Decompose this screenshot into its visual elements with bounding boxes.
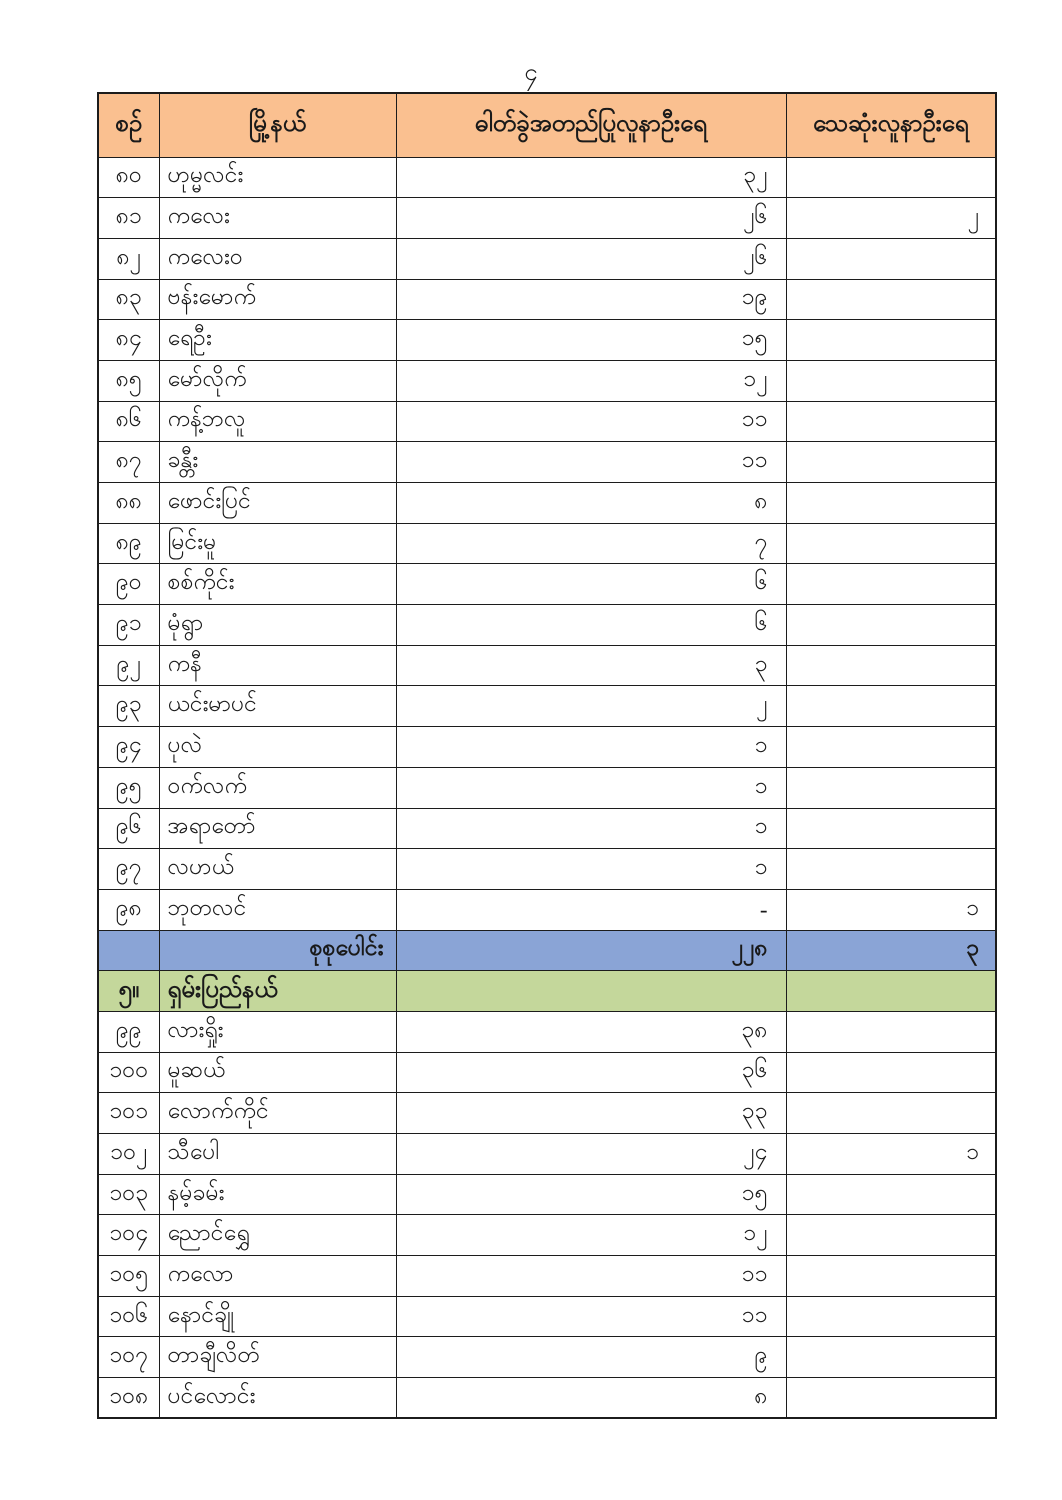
cell-confirmed-count: ၆ — [396, 605, 786, 646]
cell-township: တာချီလိတ် — [159, 1337, 396, 1378]
cell-serial: ၈၈ — [98, 483, 159, 524]
cell-serial: ၉၅ — [98, 767, 159, 808]
cell-death-count — [786, 1296, 996, 1337]
cell-township: လဟယ် — [159, 849, 396, 890]
table-row — [98, 320, 996, 361]
cell-serial: ၉၂ — [98, 645, 159, 686]
cell-death-count — [786, 1215, 996, 1256]
cell-serial: ၉၁ — [98, 605, 159, 646]
cell-serial: ၁၀၂ — [98, 1134, 159, 1175]
page-number: ၄ — [524, 60, 538, 86]
cell-township: နမ့်ခမ်း — [159, 1174, 396, 1215]
cell-confirmed-count: ၁၂ — [396, 1215, 786, 1256]
cell-serial: ၁၀၄ — [98, 1215, 159, 1256]
cell-township: သီပေါ — [159, 1134, 396, 1175]
cell-township: ခန္တီး — [159, 442, 396, 483]
table-row — [98, 157, 996, 198]
header-township: မြို့နယ် — [159, 93, 396, 157]
cell-serial: ၈၃ — [98, 279, 159, 320]
cell-confirmed-count: ၁၉ — [396, 279, 786, 320]
cell-confirmed-count: ၃၆ — [396, 1052, 786, 1093]
cell-confirmed-count: ၃၈ — [396, 1011, 786, 1052]
cell-township: အရာတော် — [159, 808, 396, 849]
table-row — [98, 401, 996, 442]
table-row — [98, 1337, 996, 1378]
header-deaths: သေဆုံးလူနာဦးရေ — [786, 93, 996, 157]
cell-township: ယင်းမာပင် — [159, 686, 396, 727]
table-row — [98, 483, 996, 524]
cell-serial: ၁၀၅ — [98, 1256, 159, 1297]
cell-serial: ၁၀၃ — [98, 1174, 159, 1215]
cell-serial: ၈၅ — [98, 360, 159, 401]
cell-serial: ၈၉ — [98, 523, 159, 564]
cell-serial: ၁၀၈ — [98, 1378, 159, 1419]
table-body — [98, 157, 996, 1418]
cell-township: ဝက်လက် — [159, 767, 396, 808]
cell-serial: ၈၀ — [98, 157, 159, 198]
table-row — [98, 727, 996, 768]
cell-death-count: ၃ — [786, 930, 996, 971]
cell-township: ညောင်ရွှေ — [159, 1215, 396, 1256]
cell-township: ဖောင်းပြင် — [159, 483, 396, 524]
table-row — [98, 1296, 996, 1337]
cell-serial: ၈၂ — [98, 238, 159, 279]
section-header-row — [98, 971, 996, 1012]
total-row — [98, 930, 996, 971]
cell-death-count — [786, 401, 996, 442]
table-header — [98, 93, 996, 157]
table-row — [98, 360, 996, 401]
covid-cases-table — [97, 92, 997, 1419]
cell-death-count — [786, 1011, 996, 1052]
table-row — [98, 1052, 996, 1093]
cell-serial: ၉၈ — [98, 889, 159, 930]
cell-confirmed-count: ၁ — [396, 727, 786, 768]
cell-confirmed-count: ၃၃ — [396, 1093, 786, 1134]
cell-serial: ၈၁ — [98, 198, 159, 239]
cell-death-count — [786, 686, 996, 727]
table-row — [98, 1011, 996, 1052]
cell-township: ကလေးဝ — [159, 238, 396, 279]
cell-township: မုံရွာ — [159, 605, 396, 646]
table-row — [98, 198, 996, 239]
cell-death-count — [786, 767, 996, 808]
cell-township: နောင်ချို — [159, 1296, 396, 1337]
cell-township: မူဆယ် — [159, 1052, 396, 1093]
cell-death-count — [786, 605, 996, 646]
table-row — [98, 279, 996, 320]
cell-confirmed-count: ၂၂၈ — [396, 930, 786, 971]
cell-township: လောက်ကိုင် — [159, 1093, 396, 1134]
cell-serial: ၉၆ — [98, 808, 159, 849]
cell-township: ကလေး — [159, 198, 396, 239]
table-row — [98, 238, 996, 279]
cell-serial: ၉၄ — [98, 727, 159, 768]
cell-confirmed-count: ၁၁ — [396, 401, 786, 442]
cell-confirmed-count: ၁ — [396, 849, 786, 890]
cell-township: ကလော — [159, 1256, 396, 1297]
cell-death-count: ၂ — [786, 198, 996, 239]
cell-serial: ၁၀၇ — [98, 1337, 159, 1378]
cell-township: ကနီ — [159, 645, 396, 686]
cell-death-count — [786, 523, 996, 564]
cell-death-count — [786, 849, 996, 890]
cell-confirmed-count: ၁၅ — [396, 1174, 786, 1215]
cell-serial — [98, 930, 159, 971]
header-row — [98, 93, 996, 157]
cell-confirmed-count: ၁၁ — [396, 1256, 786, 1297]
cell-death-count — [786, 808, 996, 849]
cell-death-count — [786, 1174, 996, 1215]
cell-confirmed-count: ၁၁ — [396, 442, 786, 483]
cell-confirmed-count: ၃၂ — [396, 157, 786, 198]
cell-confirmed-count: ၈ — [396, 1378, 786, 1419]
cell-serial: ၁၀၁ — [98, 1093, 159, 1134]
cell-serial: ၉၇ — [98, 849, 159, 890]
header-confirmed-cases: ဓါတ်ခွဲအတည်ပြုလူနာဦးရေ — [396, 93, 786, 157]
cell-confirmed-count: ၂ — [396, 686, 786, 727]
cell-serial: ၁၀၆ — [98, 1296, 159, 1337]
cell-confirmed-count: ၃ — [396, 645, 786, 686]
cell-serial: ၈၇ — [98, 442, 159, 483]
cell-death-count — [786, 971, 996, 1012]
header-serial: စဉ် — [98, 93, 159, 157]
cell-township: ရေဦး — [159, 320, 396, 361]
cell-confirmed-count: ၆ — [396, 564, 786, 605]
cell-death-count — [786, 1337, 996, 1378]
table-row — [98, 1215, 996, 1256]
cell-death-count — [786, 645, 996, 686]
table-row — [98, 564, 996, 605]
cell-serial: ၈၄ — [98, 320, 159, 361]
cell-confirmed-count: ၁၁ — [396, 1296, 786, 1337]
table-row — [98, 605, 996, 646]
cell-death-count — [786, 320, 996, 361]
table-row — [98, 1134, 996, 1175]
cell-township: ကန့်ဘလူ — [159, 401, 396, 442]
cell-death-count — [786, 564, 996, 605]
cell-serial: ၅။ — [98, 971, 159, 1012]
cell-death-count: ၁ — [786, 889, 996, 930]
table-row — [98, 645, 996, 686]
table-row — [98, 686, 996, 727]
cell-death-count — [786, 442, 996, 483]
table-row — [98, 523, 996, 564]
cell-township: လားရှိုး — [159, 1011, 396, 1052]
cell-confirmed-count: ၂၆ — [396, 198, 786, 239]
cell-serial: ၉၀ — [98, 564, 159, 605]
cell-township: ရှမ်းပြည်နယ် — [159, 971, 396, 1012]
cell-death-count — [786, 1256, 996, 1297]
cell-confirmed-count: ၂၄ — [396, 1134, 786, 1175]
table-row — [98, 442, 996, 483]
cell-serial: ၁၀၀ — [98, 1052, 159, 1093]
cell-death-count — [786, 483, 996, 524]
cell-confirmed-count: ၁၂ — [396, 360, 786, 401]
cell-death-count — [786, 157, 996, 198]
cell-confirmed-count: ၁၅ — [396, 320, 786, 361]
table-row — [98, 1378, 996, 1419]
cell-township: မော်လိုက် — [159, 360, 396, 401]
table-row — [98, 1256, 996, 1297]
cell-death-count — [786, 238, 996, 279]
cell-death-count — [786, 1378, 996, 1419]
table-row — [98, 767, 996, 808]
cell-township: မြင်းမူ — [159, 523, 396, 564]
cell-township: ဘုတလင် — [159, 889, 396, 930]
cell-township: ဗန်းမောက် — [159, 279, 396, 320]
table-row — [98, 808, 996, 849]
table-row — [98, 849, 996, 890]
cell-confirmed-count: - — [396, 889, 786, 930]
cell-township: ပင်လောင်း — [159, 1378, 396, 1419]
cell-confirmed-count: ၁ — [396, 767, 786, 808]
cell-township: စစ်ကိုင်း — [159, 564, 396, 605]
cell-confirmed-count: ၈ — [396, 483, 786, 524]
cell-death-count — [786, 360, 996, 401]
cell-confirmed-count — [396, 971, 786, 1012]
cell-death-count — [786, 1093, 996, 1134]
cell-death-count: ၁ — [786, 1134, 996, 1175]
cell-serial: ၉၃ — [98, 686, 159, 727]
cell-confirmed-count: ၂၆ — [396, 238, 786, 279]
cell-confirmed-count: ၇ — [396, 523, 786, 564]
cell-death-count — [786, 279, 996, 320]
cell-township: ဟုမ္မလင်း — [159, 157, 396, 198]
table-row — [98, 889, 996, 930]
cell-death-count — [786, 727, 996, 768]
table-row — [98, 1174, 996, 1215]
cell-serial: ၉၉ — [98, 1011, 159, 1052]
table-row — [98, 1093, 996, 1134]
cell-death-count — [786, 1052, 996, 1093]
cell-confirmed-count: ၉ — [396, 1337, 786, 1378]
cell-township: စုစုပေါင်း — [159, 930, 396, 971]
cell-township: ပုလဲ — [159, 727, 396, 768]
cell-confirmed-count: ၁ — [396, 808, 786, 849]
cell-serial: ၈၆ — [98, 401, 159, 442]
